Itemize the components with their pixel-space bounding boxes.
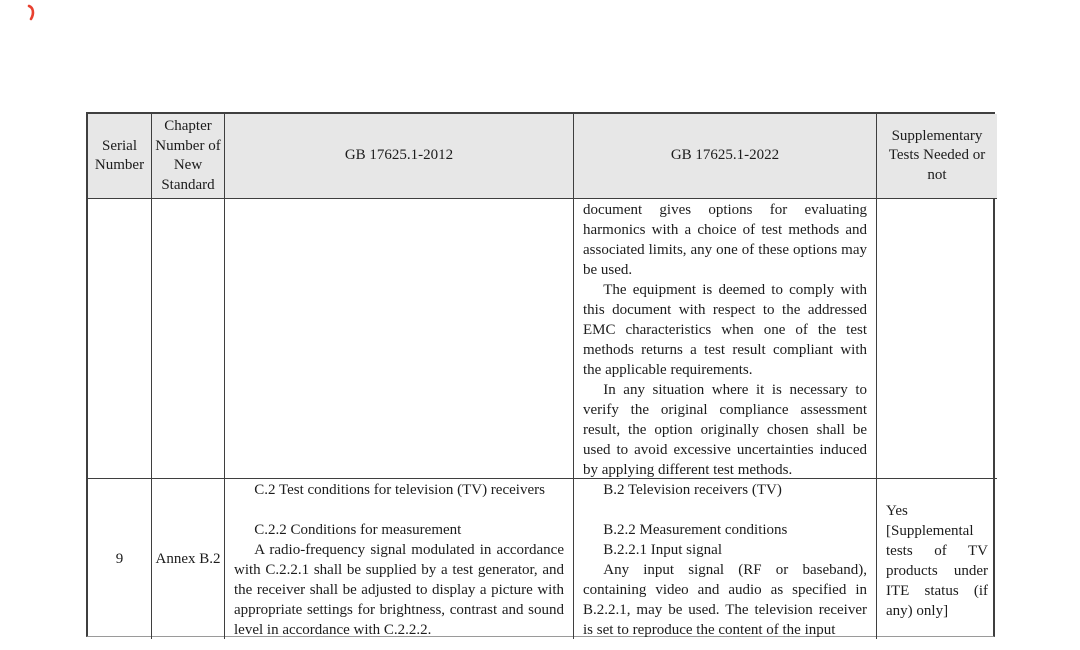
supplementary-note: [Supplemental tests of TV products under ITE status (if any) only] — [886, 523, 988, 619]
paragraph: The equipment is deemed to comply with this document with respect to the addressed EMC characteristics when one of the test methods returns a test result compliant with the applicable requirements. — [583, 282, 867, 378]
header-gb-2012: GB 17625.1-2012 — [225, 114, 574, 199]
row1-gb2022-cell — [574, 199, 877, 479]
row1-supplementary-cell — [877, 199, 997, 479]
header-serial-number: Serial Number — [88, 114, 152, 199]
paragraph: B.2.2.1 Input signal — [603, 542, 722, 558]
paragraph: Any input signal (RF or baseband), containing video and audio as specified in B.2.2.1, may be used. The television receiver is set to reproduce the content of the input — [583, 562, 867, 638]
red-artifact-mark — [26, 4, 38, 22]
row1-gb2012-cell — [225, 199, 574, 479]
header-gb-2022: GB 17625.1-2022 — [574, 114, 877, 199]
standards-comparison-table — [86, 112, 995, 637]
paragraph: document gives options for evaluating harmonics with a choice of test methods and associated limits, any one of these options may be used. — [583, 202, 867, 278]
paragraph: B.2.2 Measurement conditions — [603, 522, 788, 538]
paragraph: C.2 Test conditions for television (TV) receivers — [254, 482, 545, 498]
header-supplementary-tests: Supplementary Tests Needed or not — [877, 114, 997, 199]
supplementary-answer: Yes — [886, 503, 908, 519]
row1-chapter-cell — [152, 199, 225, 479]
paragraph: In any situation where it is necessary to verify the original compliance assessment result, the option originally chosen shall be used to avoid excessive uncertainties induced by applying different test methods. — [583, 382, 867, 478]
row2-gb2012-cell — [225, 479, 574, 639]
row1-serial-cell — [88, 199, 152, 479]
row2-serial-cell: 9 — [88, 479, 152, 639]
paragraph: A radio-frequency signal modulated in accordance with C.2.2.1 shall be supplied by a test generator, and the receiver shall be adjusted to display a picture with appropriate settings for brightness, contrast and sound level in accordance with C.2.2.2. — [234, 542, 564, 638]
paragraph: C.2.2 Conditions for measurement — [254, 522, 462, 538]
row2-supplementary-cell — [877, 479, 997, 639]
row2-gb2022-cell — [574, 479, 877, 639]
paragraph: B.2 Television receivers (TV) — [603, 482, 782, 498]
header-chapter-number: Chapter Number of New Standard — [152, 114, 225, 199]
row2-chapter-cell: Annex B.2 — [152, 479, 225, 639]
